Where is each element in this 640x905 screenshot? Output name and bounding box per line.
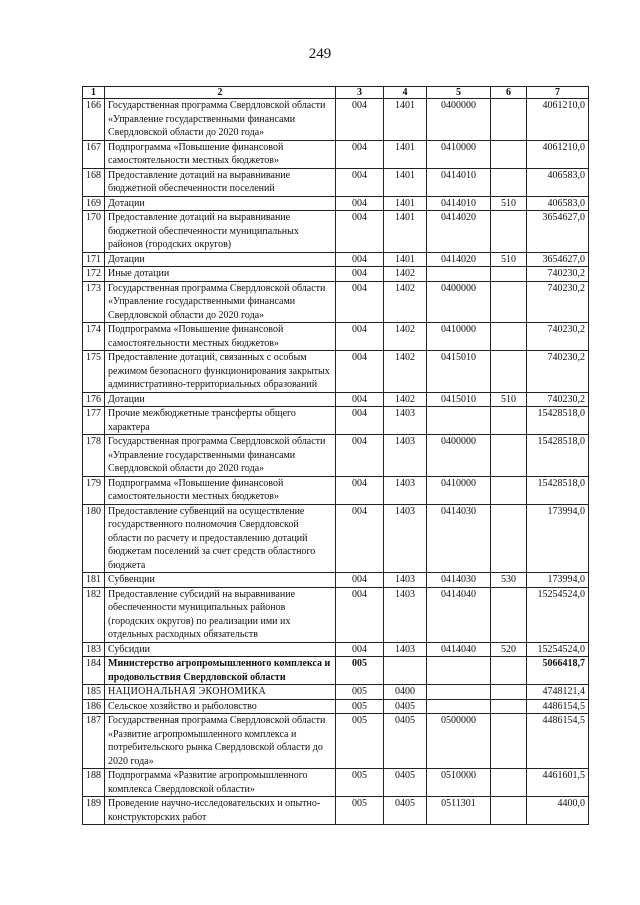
- row-amount: 5066418,7: [527, 657, 589, 685]
- row-admin-code: 004: [336, 392, 384, 407]
- row-section-code: 1402: [384, 281, 427, 323]
- row-amount: 4486154,5: [527, 699, 589, 714]
- row-target-code: 0510000: [427, 769, 491, 797]
- row-expense-type: 530: [491, 573, 527, 588]
- row-target-code: 0500000: [427, 714, 491, 769]
- row-section-code: 1402: [384, 351, 427, 393]
- row-expense-type: [491, 323, 527, 351]
- row-section-code: 1402: [384, 323, 427, 351]
- row-admin-code: 004: [336, 323, 384, 351]
- row-section-code: 0405: [384, 699, 427, 714]
- row-target-code: 0414010: [427, 196, 491, 211]
- row-expense-type: [491, 699, 527, 714]
- row-target-code: 0511301: [427, 797, 491, 825]
- row-number: 171: [83, 252, 105, 267]
- table-row: [83, 657, 589, 685]
- row-name: Иные дотации: [105, 267, 336, 282]
- col-header-2: 2: [105, 87, 336, 99]
- row-admin-code: 004: [336, 642, 384, 657]
- row-name: Государственная программа Свердловской области «Управление государственными финансами Свердловской области до 2020 года»: [105, 99, 336, 141]
- row-amount: 740230,2: [527, 267, 589, 282]
- table-row: [83, 642, 589, 657]
- row-number: 176: [83, 392, 105, 407]
- row-name: Прочие межбюджетные трансферты общего характера: [105, 407, 336, 435]
- row-amount: 15254524,0: [527, 587, 589, 642]
- row-amount: 740230,2: [527, 323, 589, 351]
- row-expense-type: [491, 168, 527, 196]
- row-admin-code: 004: [336, 252, 384, 267]
- row-target-code: 0410000: [427, 476, 491, 504]
- row-expense-type: 510: [491, 252, 527, 267]
- header-row: [83, 87, 589, 99]
- row-target-code: 0400000: [427, 281, 491, 323]
- table-row: [83, 351, 589, 393]
- row-name: Сельское хозяйство и рыболовство: [105, 699, 336, 714]
- row-section-code: 0405: [384, 797, 427, 825]
- row-number: 175: [83, 351, 105, 393]
- row-number: 172: [83, 267, 105, 282]
- row-expense-type: 520: [491, 642, 527, 657]
- row-section-code: 1403: [384, 573, 427, 588]
- row-target-code: 0414020: [427, 211, 491, 253]
- row-admin-code: 005: [336, 714, 384, 769]
- row-name: Предоставление дотаций, связанных с особым режимом безопасного функционирования закрытых административно-территориальных образований: [105, 351, 336, 393]
- row-name: Государственная программа Свердловской области «Управление государственными финансами Свердловской области до 2020 года»: [105, 435, 336, 477]
- row-amount: 740230,2: [527, 351, 589, 393]
- row-name: Предоставление дотаций на выравнивание бюджетной обеспеченности муниципальных районов (городских округов): [105, 211, 336, 253]
- row-expense-type: [491, 211, 527, 253]
- row-target-code: 0414030: [427, 504, 491, 573]
- row-section-code: 1401: [384, 196, 427, 211]
- row-number: 182: [83, 587, 105, 642]
- row-section-code: 1402: [384, 392, 427, 407]
- table-row: [83, 476, 589, 504]
- row-name: Предоставление дотаций на выравнивание бюджетной обеспеченности поселений: [105, 168, 336, 196]
- row-expense-type: [491, 685, 527, 700]
- row-target-code: 0415010: [427, 351, 491, 393]
- table-row: [83, 699, 589, 714]
- row-amount: 406583,0: [527, 168, 589, 196]
- row-number: 187: [83, 714, 105, 769]
- row-target-code: 0400000: [427, 99, 491, 141]
- row-amount: 15428518,0: [527, 435, 589, 477]
- row-section-code: 1401: [384, 168, 427, 196]
- col-header-4: 4: [384, 87, 427, 99]
- row-admin-code: 004: [336, 587, 384, 642]
- col-header-6: 6: [491, 87, 527, 99]
- table-row: [83, 267, 589, 282]
- row-number: 170: [83, 211, 105, 253]
- table-row: [83, 168, 589, 196]
- budget-table: [82, 86, 589, 825]
- row-number: 178: [83, 435, 105, 477]
- row-number: 167: [83, 140, 105, 168]
- row-admin-code: 004: [336, 281, 384, 323]
- row-name: Предоставление субвенций на осуществление государственного полномочия Свердловской области по расчету и предоставлению дотаций бюджетам поселений за счет средств областного бюджета: [105, 504, 336, 573]
- row-admin-code: 005: [336, 685, 384, 700]
- row-section-code: 1401: [384, 252, 427, 267]
- row-section-code: 1403: [384, 642, 427, 657]
- row-name: Министерство агропромышленного комплекса и продовольствия Свердловской области: [105, 657, 336, 685]
- table-row: [83, 435, 589, 477]
- row-expense-type: [491, 714, 527, 769]
- row-expense-type: [491, 435, 527, 477]
- row-name: НАЦИОНАЛЬНАЯ ЭКОНОМИКА: [105, 685, 336, 700]
- row-target-code: [427, 267, 491, 282]
- row-expense-type: 510: [491, 392, 527, 407]
- row-name: Проведение научно-исследовательских и опытно-конструкторских работ: [105, 797, 336, 825]
- row-expense-type: [491, 476, 527, 504]
- row-number: 174: [83, 323, 105, 351]
- table-row: [83, 797, 589, 825]
- row-section-code: 0400: [384, 685, 427, 700]
- row-amount: 4061210,0: [527, 99, 589, 141]
- row-number: 181: [83, 573, 105, 588]
- row-section-code: 1401: [384, 99, 427, 141]
- row-admin-code: 004: [336, 351, 384, 393]
- row-admin-code: 004: [336, 476, 384, 504]
- row-section-code: 1403: [384, 435, 427, 477]
- table-row: [83, 99, 589, 141]
- row-expense-type: [491, 587, 527, 642]
- row-name: Субвенции: [105, 573, 336, 588]
- row-number: 168: [83, 168, 105, 196]
- row-number: 169: [83, 196, 105, 211]
- row-amount: 3654627,0: [527, 211, 589, 253]
- row-number: 183: [83, 642, 105, 657]
- table-body: [83, 99, 589, 825]
- table-row: [83, 281, 589, 323]
- row-section-code: 1402: [384, 267, 427, 282]
- row-number: 186: [83, 699, 105, 714]
- row-amount: 406583,0: [527, 196, 589, 211]
- row-amount: 15254524,0: [527, 642, 589, 657]
- row-target-code: 0414010: [427, 168, 491, 196]
- row-number: 184: [83, 657, 105, 685]
- row-number: 179: [83, 476, 105, 504]
- row-name: Дотации: [105, 392, 336, 407]
- table-row: [83, 587, 589, 642]
- row-expense-type: [491, 140, 527, 168]
- row-amount: 4748121,4: [527, 685, 589, 700]
- table-row: [83, 573, 589, 588]
- table-row: [83, 392, 589, 407]
- row-name: Предоставление субсидий на выравнивание обеспеченности муниципальных районов (городских округов) по реализации ими их отдельных расходных обязательств: [105, 587, 336, 642]
- table-row: [83, 769, 589, 797]
- row-expense-type: [491, 657, 527, 685]
- row-target-code: 0415010: [427, 392, 491, 407]
- row-target-code: 0414040: [427, 642, 491, 657]
- table-row: [83, 211, 589, 253]
- table-row: [83, 714, 589, 769]
- row-target-code: [427, 407, 491, 435]
- table-row: [83, 196, 589, 211]
- row-target-code: 0414030: [427, 573, 491, 588]
- row-number: 185: [83, 685, 105, 700]
- col-header-3: 3: [336, 87, 384, 99]
- row-amount: 173994,0: [527, 504, 589, 573]
- row-amount: 4486154,5: [527, 714, 589, 769]
- page-number: 249: [308, 46, 332, 62]
- row-name: Государственная программа Свердловской области «Развитие агропромышленного комплекса и потребительского рынка Свердловской области до 2020 года»: [105, 714, 336, 769]
- row-target-code: [427, 685, 491, 700]
- row-number: 188: [83, 769, 105, 797]
- row-expense-type: [491, 769, 527, 797]
- row-expense-type: [491, 281, 527, 323]
- row-section-code: [384, 657, 427, 685]
- table-row: [83, 685, 589, 700]
- row-amount: 4461601,5: [527, 769, 589, 797]
- row-admin-code: 005: [336, 699, 384, 714]
- row-section-code: 1403: [384, 587, 427, 642]
- row-admin-code: 004: [336, 99, 384, 141]
- row-admin-code: 005: [336, 769, 384, 797]
- row-number: 166: [83, 99, 105, 141]
- row-admin-code: 005: [336, 797, 384, 825]
- row-name: Подпрограмма «Повышение финансовой самостоятельности местных бюджетов»: [105, 476, 336, 504]
- row-admin-code: 004: [336, 407, 384, 435]
- row-admin-code: 004: [336, 504, 384, 573]
- row-expense-type: [491, 99, 527, 141]
- col-header-7: 7: [527, 87, 589, 99]
- row-name: Подпрограмма «Развитие агропромышленного комплекса Свердловской области»: [105, 769, 336, 797]
- row-amount: 15428518,0: [527, 476, 589, 504]
- row-expense-type: [491, 504, 527, 573]
- row-name: Дотации: [105, 252, 336, 267]
- row-admin-code: 004: [336, 140, 384, 168]
- row-section-code: 1401: [384, 140, 427, 168]
- table-row: [83, 504, 589, 573]
- row-number: 177: [83, 407, 105, 435]
- row-target-code: [427, 699, 491, 714]
- row-section-code: 0405: [384, 769, 427, 797]
- row-expense-type: [491, 797, 527, 825]
- row-name: Дотации: [105, 196, 336, 211]
- row-section-code: 1403: [384, 407, 427, 435]
- row-amount: 4061210,0: [527, 140, 589, 168]
- row-name: Подпрограмма «Повышение финансовой самостоятельности местных бюджетов»: [105, 140, 336, 168]
- row-admin-code: 004: [336, 435, 384, 477]
- row-amount: 15428518,0: [527, 407, 589, 435]
- row-admin-code: 004: [336, 168, 384, 196]
- col-header-1: 1: [83, 87, 105, 99]
- row-admin-code: 004: [336, 267, 384, 282]
- row-amount: 173994,0: [527, 573, 589, 588]
- row-amount: 4400,0: [527, 797, 589, 825]
- row-amount: 740230,2: [527, 281, 589, 323]
- row-number: 180: [83, 504, 105, 573]
- row-target-code: 0410000: [427, 140, 491, 168]
- row-section-code: 0405: [384, 714, 427, 769]
- table-row: [83, 140, 589, 168]
- row-expense-type: [491, 407, 527, 435]
- row-target-code: 0400000: [427, 435, 491, 477]
- row-number: 189: [83, 797, 105, 825]
- row-amount: 740230,2: [527, 392, 589, 407]
- row-section-code: 1403: [384, 476, 427, 504]
- row-target-code: 0414020: [427, 252, 491, 267]
- row-expense-type: [491, 267, 527, 282]
- table-row: [83, 323, 589, 351]
- row-expense-type: [491, 351, 527, 393]
- row-admin-code: 004: [336, 573, 384, 588]
- row-admin-code: 004: [336, 211, 384, 253]
- col-header-5: 5: [427, 87, 491, 99]
- row-name: Государственная программа Свердловской области «Управление государственными финансами Свердловской области до 2020 года»: [105, 281, 336, 323]
- row-expense-type: 510: [491, 196, 527, 211]
- row-target-code: 0414040: [427, 587, 491, 642]
- row-name: Подпрограмма «Повышение финансовой самостоятельности местных бюджетов»: [105, 323, 336, 351]
- row-amount: 3654627,0: [527, 252, 589, 267]
- table-row: [83, 407, 589, 435]
- row-target-code: 0410000: [427, 323, 491, 351]
- row-admin-code: 005: [336, 657, 384, 685]
- row-number: 173: [83, 281, 105, 323]
- table-row: [83, 252, 589, 267]
- row-target-code: [427, 657, 491, 685]
- row-name: Субсидии: [105, 642, 336, 657]
- row-admin-code: 004: [336, 196, 384, 211]
- row-section-code: 1403: [384, 504, 427, 573]
- row-section-code: 1401: [384, 211, 427, 253]
